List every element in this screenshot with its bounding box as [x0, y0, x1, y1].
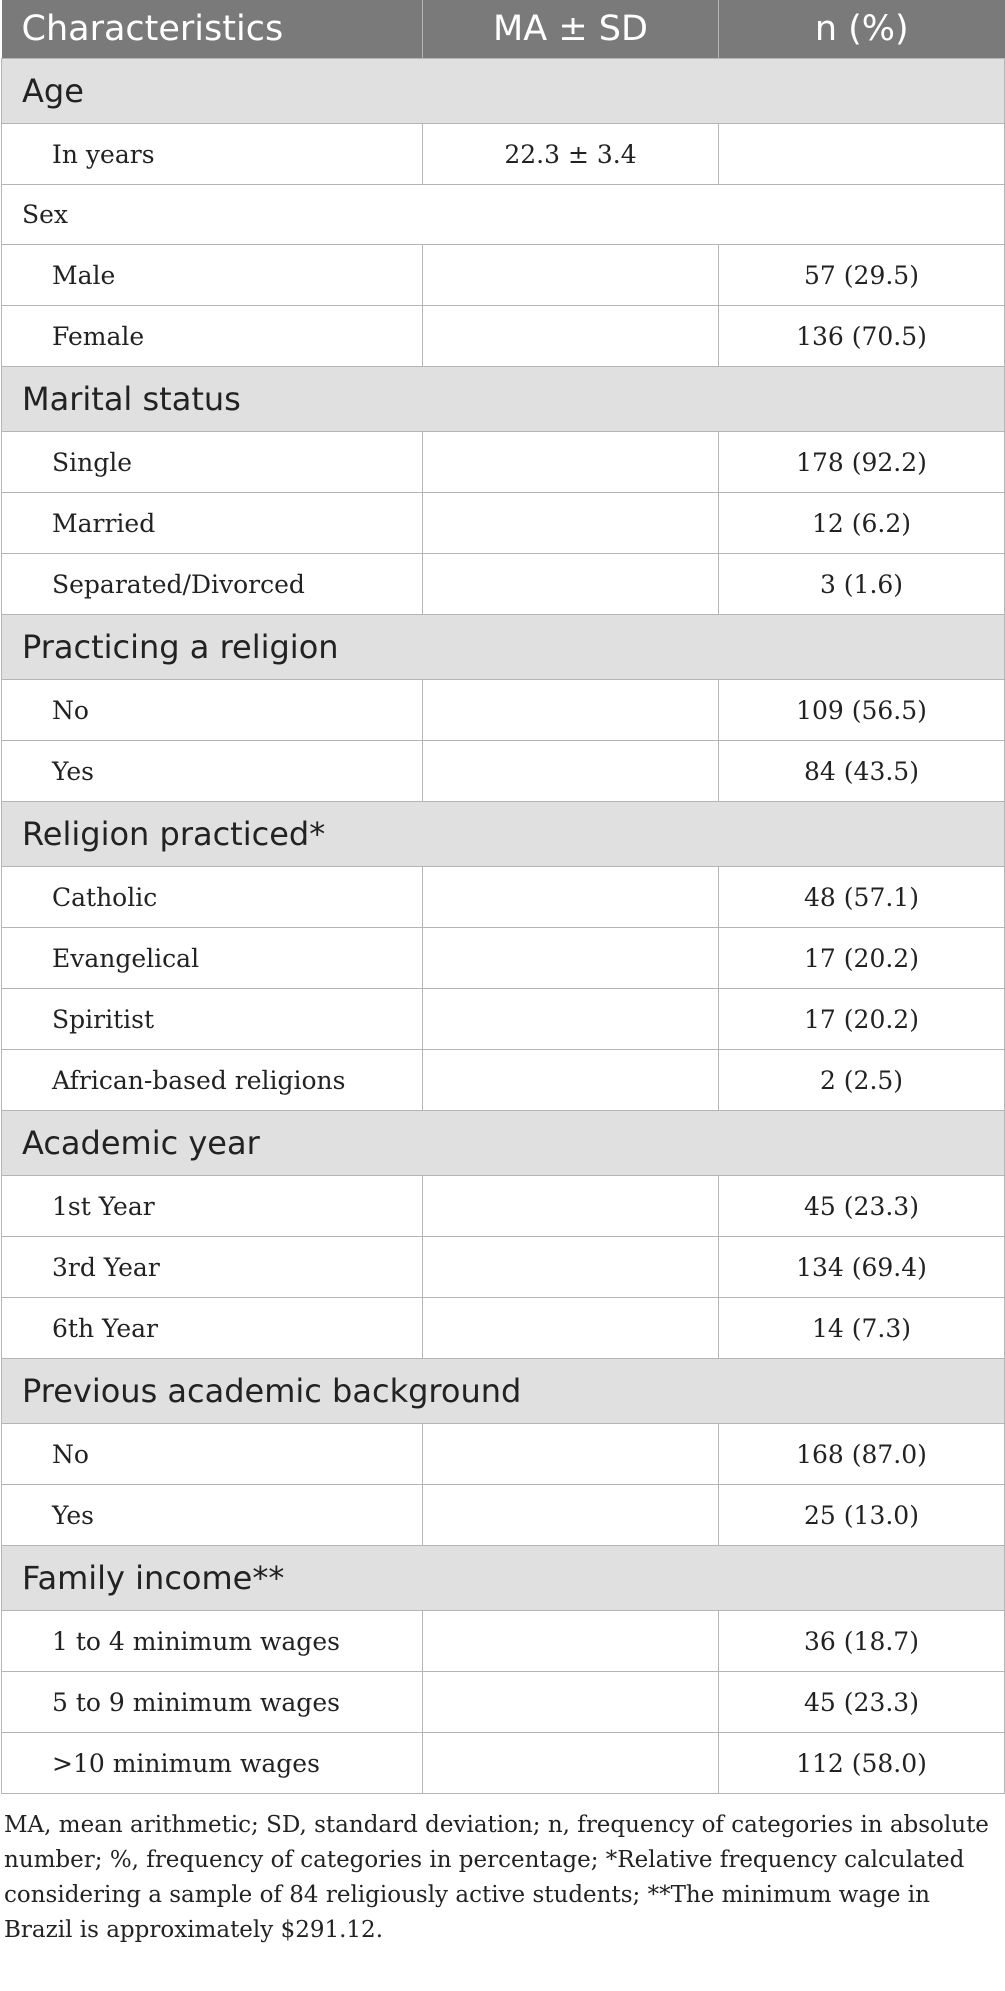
table-row	[2, 1611, 1005, 1672]
row-ma-sd	[423, 306, 719, 367]
section-row	[2, 1546, 1005, 1611]
row-ma-sd	[423, 245, 719, 306]
table-row	[2, 554, 1005, 615]
table-row	[2, 1733, 1005, 1794]
row-label: 3rd Year	[2, 1237, 423, 1298]
table-row	[2, 432, 1005, 493]
row-label: 1 to 4 minimum wages	[2, 1611, 423, 1672]
table-row	[2, 1424, 1005, 1485]
row-ma-sd	[423, 1424, 719, 1485]
row-label: Married	[2, 493, 423, 554]
row-label: Catholic	[2, 867, 423, 928]
section-row	[2, 1359, 1005, 1424]
table-row	[2, 928, 1005, 989]
header-n-pct: n (%)	[719, 0, 1005, 59]
row-label: Female	[2, 306, 423, 367]
row-label: Yes	[2, 1485, 423, 1546]
table-row	[2, 1176, 1005, 1237]
section-row	[2, 615, 1005, 680]
table-row	[2, 306, 1005, 367]
row-ma-sd	[423, 432, 719, 493]
table-row	[2, 1672, 1005, 1733]
row-ma-sd	[423, 493, 719, 554]
row-n-pct: 178 (92.2)	[719, 432, 1005, 493]
table-row	[2, 124, 1005, 185]
section-row	[2, 59, 1005, 124]
row-label: Spiritist	[2, 989, 423, 1050]
row-n-pct: 136 (70.5)	[719, 306, 1005, 367]
row-ma-sd	[423, 928, 719, 989]
section-title: Academic year	[2, 1111, 1005, 1176]
table-row	[2, 1050, 1005, 1111]
row-ma-sd: 22.3 ± 3.4	[423, 124, 719, 185]
row-label: In years	[2, 124, 423, 185]
row-label: >10 minimum wages	[2, 1733, 423, 1794]
table-row	[2, 680, 1005, 741]
table-row	[2, 1485, 1005, 1546]
row-n-pct: 168 (87.0)	[719, 1424, 1005, 1485]
row-ma-sd	[423, 1050, 719, 1111]
row-ma-sd	[423, 1611, 719, 1672]
row-ma-sd	[423, 1485, 719, 1546]
row-ma-sd	[423, 741, 719, 802]
row-n-pct: 36 (18.7)	[719, 1611, 1005, 1672]
row-n-pct: 45 (23.3)	[719, 1672, 1005, 1733]
row-n-pct: 109 (56.5)	[719, 680, 1005, 741]
row-label: Male	[2, 245, 423, 306]
row-ma-sd	[423, 1733, 719, 1794]
header-ma-sd: MA ± SD	[423, 0, 719, 59]
section-title: Family income**	[2, 1546, 1005, 1611]
header-characteristics: Characteristics	[2, 0, 423, 59]
section-title: Religion practiced*	[2, 802, 1005, 867]
row-n-pct: 3 (1.6)	[719, 554, 1005, 615]
row-ma-sd	[423, 989, 719, 1050]
table-footnote: MA, mean arithmetic; SD, standard deviation; n, frequency of categories in absolute number; %, frequency of categories in percentage; *Relative frequency calculated considering a sample of 84 religiously active students; **The minimum wage in Brazil is approximately $291.12.	[4, 1812, 989, 1943]
row-label: 6th Year	[2, 1298, 423, 1359]
row-label: African-based religions	[2, 1050, 423, 1111]
row-n-pct	[719, 124, 1005, 185]
row-n-pct: 134 (69.4)	[719, 1237, 1005, 1298]
section-title: Practicing a religion	[2, 615, 1005, 680]
row-n-pct: 84 (43.5)	[719, 741, 1005, 802]
row-n-pct: 17 (20.2)	[719, 928, 1005, 989]
table-row	[2, 741, 1005, 802]
section-title: Marital status	[2, 367, 1005, 432]
row-n-pct: 48 (57.1)	[719, 867, 1005, 928]
table-row	[2, 989, 1005, 1050]
row-n-pct: 14 (7.3)	[719, 1298, 1005, 1359]
row-label: Evangelical	[2, 928, 423, 989]
row-label: Yes	[2, 741, 423, 802]
row-ma-sd	[423, 1176, 719, 1237]
row-label: 1st Year	[2, 1176, 423, 1237]
header-row	[2, 0, 1005, 59]
section-row	[2, 802, 1005, 867]
row-label: Separated/Divorced	[2, 554, 423, 615]
section-row	[2, 367, 1005, 432]
row-n-pct: 17 (20.2)	[719, 989, 1005, 1050]
section-title: Sex	[2, 185, 1005, 245]
row-n-pct: 57 (29.5)	[719, 245, 1005, 306]
table-row	[2, 1298, 1005, 1359]
row-ma-sd	[423, 1237, 719, 1298]
row-n-pct: 2 (2.5)	[719, 1050, 1005, 1111]
row-n-pct: 45 (23.3)	[719, 1176, 1005, 1237]
row-label: No	[2, 1424, 423, 1485]
row-label: No	[2, 680, 423, 741]
row-n-pct: 112 (58.0)	[719, 1733, 1005, 1794]
row-ma-sd	[423, 1672, 719, 1733]
row-n-pct: 12 (6.2)	[719, 493, 1005, 554]
section-title: Previous academic background	[2, 1359, 1005, 1424]
section-row	[2, 185, 1005, 245]
table-row	[2, 245, 1005, 306]
section-title: Age	[2, 59, 1005, 124]
row-label: Single	[2, 432, 423, 493]
table-row	[2, 867, 1005, 928]
row-ma-sd	[423, 680, 719, 741]
row-ma-sd	[423, 1298, 719, 1359]
table-row	[2, 1237, 1005, 1298]
table-row	[2, 493, 1005, 554]
characteristics-table	[1, 0, 1005, 1794]
row-label: 5 to 9 minimum wages	[2, 1672, 423, 1733]
row-ma-sd	[423, 867, 719, 928]
section-row	[2, 1111, 1005, 1176]
row-ma-sd	[423, 554, 719, 615]
row-n-pct: 25 (13.0)	[719, 1485, 1005, 1546]
